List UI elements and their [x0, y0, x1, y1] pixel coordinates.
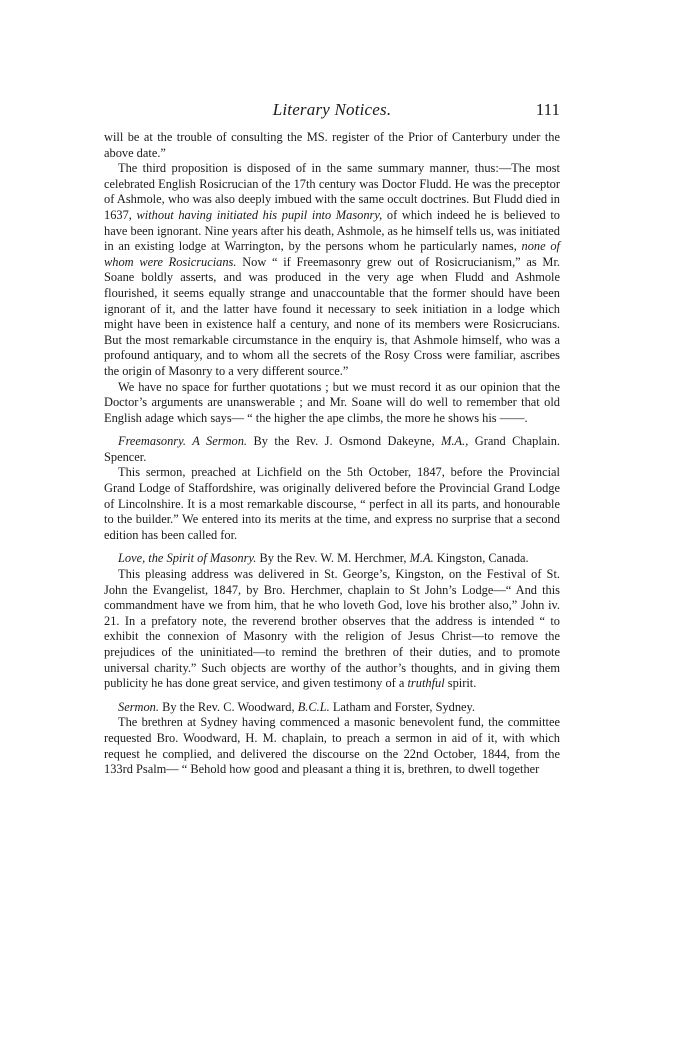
italic-text: Freemasonry. A Sermon.: [118, 434, 248, 449]
notice-heading: [104, 551, 560, 567]
text-run: This pleasing address was delivered in St. George’s, Kingston, on the Festival of St. John the Evangelist, 1847, by Bro. Herchmer, chaplain to St John’s Lodge—“ And this commandment have we from him, that he who loveth God, love his brother also,” John iv. 21. In a prefatory note, the reverend brother observes that the address is intended “ to exhibit the connexion of Masonry with the religion of Jesus Christ—to remove the prejudices of the uninitiated—to remind the brethren of their duties, and to promote universal charity.” Such objects are worthy of the author’s thoughts, and in giving them publicity he has done great service, and given testimony of a: [104, 567, 560, 691]
text-run: spirit.: [444, 676, 477, 691]
page-number: 111: [535, 100, 560, 119]
text-run: The brethren at Sydney having commenced a masonic benevolent fund, the committee requested Bro. Woodward, H. M. chaplain, to preach a sermon in aid of it, with which request he complied, and delivered the discourse on the 22nd October, 1844, from the 133rd Psalm— “ Behold how good and pleasant a thing it is, brethren, to dwell together: [104, 715, 560, 777]
text-run: Grand Chaplain. Spencer.: [104, 434, 561, 464]
text-run: of which indeed he is believed to have been ignorant. Nine years after his death, Ashmole, as he himself tells us, was initiated in an existing lodge at Warrington, by the persons whom he particularly names,: [104, 207, 560, 254]
body-text: [104, 130, 560, 778]
italic-text: truthful: [407, 676, 445, 691]
text-run: By the Rev. C. Woodward,: [158, 699, 298, 714]
body-paragraph: [104, 465, 560, 543]
text-run: The third proposition is disposed of in the same summary manner, thus:—The most celebrated English Rosicrucian of the 17th century was Doctor Fludd. He was the preceptor of Ashmole, who was also deeply imbued with the same occult doctrines. But Fludd died in 1637,: [104, 161, 560, 222]
italic-text: Sermon.: [118, 699, 159, 714]
italic-text: M.A.,: [441, 434, 469, 449]
text-run: Kingston, Canada.: [433, 551, 529, 566]
body-paragraph: [104, 161, 560, 379]
text-run: By the Rev. W. M. Herchmer,: [256, 551, 410, 566]
text-run: Latham and Forster, Sydney.: [329, 699, 476, 714]
italic-text: none of whom were Rosicrucians.: [104, 239, 560, 269]
running-title: Literary Notices.: [272, 100, 392, 119]
text-run: Now “ if Freemasonry grew out of Rosicrucianism,” as Mr. Soane boldly asserts, and was produced in the very age when Fludd and Ashmole flourished, it seems equally strange and unaccountable that the former should have been ignorant of it, and the latter have found it necessary to seek initiation in a lodge which might have been in existence half a century, and none of its members were Rosicrucians. But the most remarkable circumstance in the enquiry is, that Ashmole himself, who was a profound antiquary, and to whom all the secrets of the Rosy Cross were familiar, ascribes the origin of Masonry to a very different source.”: [104, 254, 560, 378]
italic-text: B.C.L.: [297, 699, 330, 714]
body-paragraph: [104, 567, 560, 692]
body-paragraph: [104, 130, 560, 161]
italic-text: M.A.: [409, 551, 434, 566]
text-run: We have no space for further quotations ; but we must record it as our opinion that the Doctor’s arguments are unanswerable ; and Mr. Soane will do well to remember that old English adage which says— “ the higher the ape climbs, the more he shows his ——.: [104, 379, 560, 425]
italic-text: without having initiated his pupil into Masonry,: [136, 207, 383, 222]
text-run: This sermon, preached at Lichfield on the 5th October, 1847, before the Provincial Grand Lodge of Staffordshire, was originally delivered before the Provincial Grand Lodge of Lincolnshire. It is a most remarkable discourse, “ perfect in all its parts, and honourable to the builder.” We entered into its merits at the time, and express no surprise that a second edition has been called for.: [104, 465, 560, 542]
running-header: [104, 100, 560, 122]
text-run: will be at the trouble of consulting the MS. register of the Prior of Canterbury under the above date.”: [104, 130, 560, 160]
text-run: By the Rev. J. Osmond Dakeyne,: [247, 434, 442, 449]
body-paragraph: [104, 715, 560, 777]
body-paragraph: [104, 380, 560, 427]
italic-text: Love, the Spirit of Masonry.: [118, 551, 257, 566]
notice-heading: [104, 700, 560, 716]
notice-heading: [104, 434, 560, 465]
